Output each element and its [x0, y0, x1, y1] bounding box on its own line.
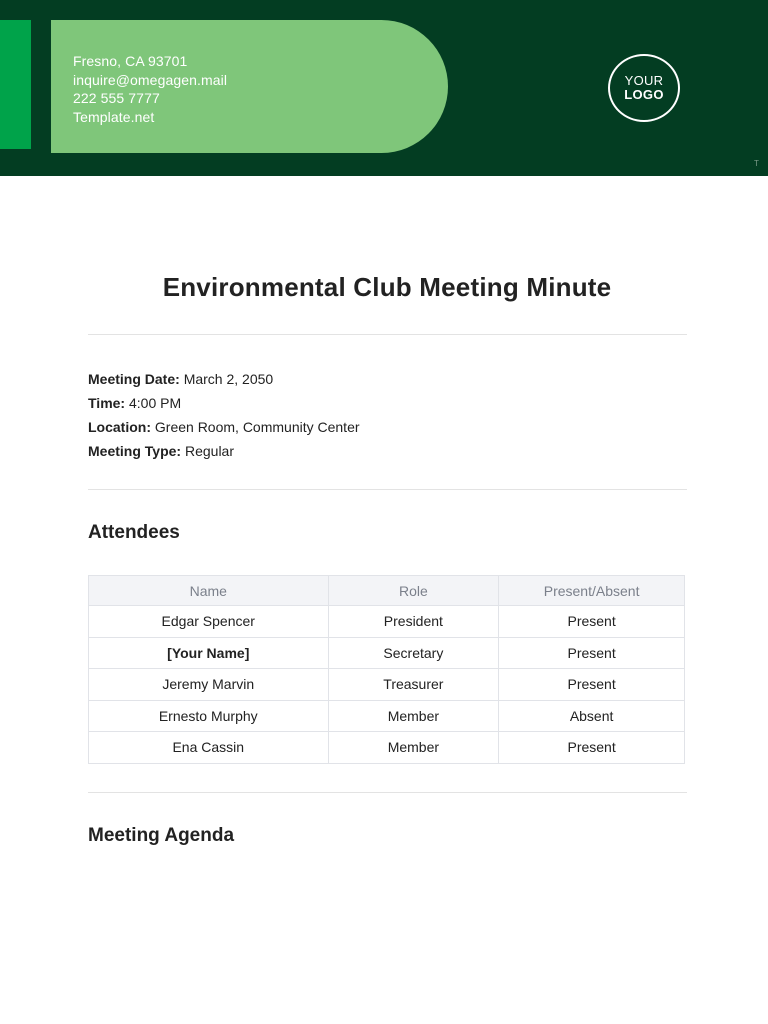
meeting-location [88, 415, 360, 439]
column-header-role: Role [328, 576, 499, 606]
attendee-name: Ena Cassin [89, 732, 329, 764]
meeting-time-label: Time: [88, 395, 126, 411]
attendee-name: Jeremy Marvin [89, 669, 329, 701]
document-title: Environmental Club Meeting Minute [162, 272, 612, 302]
column-header-name: Name [89, 576, 329, 606]
meeting-time [88, 391, 360, 415]
meeting-time-value: 4:00 PM [128, 395, 182, 411]
accent-bar [0, 20, 31, 149]
attendee-role: Member [328, 700, 499, 732]
table-row [89, 700, 685, 732]
attendee-role: President [328, 606, 499, 638]
meeting-date-label: Meeting Date: [88, 371, 180, 387]
attendee-name: [Your Name] [89, 637, 329, 669]
meeting-location-label: Location: [88, 419, 151, 435]
attendee-status: Absent [499, 700, 685, 732]
contact-website: Template.net [73, 108, 155, 125]
meeting-type-label: Meeting Type: [88, 443, 182, 459]
contact-phone: 222 555 7777 [73, 90, 160, 106]
table-header-row [89, 576, 685, 606]
attendee-role: Member [328, 732, 499, 764]
attendee-status: Present [499, 606, 685, 638]
table-row [89, 669, 685, 701]
logo-text-bottom: LOGO [624, 87, 664, 102]
contact-address: Fresno, CA 93701 [73, 53, 188, 69]
meeting-date [88, 367, 360, 391]
meeting-details [88, 367, 360, 463]
table-row [89, 637, 685, 669]
contact-block [51, 20, 448, 153]
divider [88, 334, 687, 335]
attendees-heading: Attendees [88, 522, 180, 543]
divider [88, 489, 687, 490]
meeting-type-value: Regular [184, 443, 234, 459]
logo-placeholder [608, 54, 680, 122]
attendee-role: Secretary [328, 637, 499, 669]
table-row [89, 606, 685, 638]
attendees-table [88, 575, 685, 764]
meeting-location-value: Green Room, Community Center [154, 419, 360, 435]
divider [88, 792, 687, 793]
document-header [0, 0, 768, 176]
attendee-status: Present [499, 732, 685, 764]
column-header-status: Present/Absent [499, 576, 685, 606]
attendee-role: Treasurer [328, 669, 499, 701]
logo-text-top: YOUR [624, 73, 664, 88]
meeting-date-value: March 2, 2050 [183, 371, 274, 387]
meeting-type [88, 439, 360, 463]
corner-mark: T [754, 159, 759, 168]
agenda-heading: Meeting Agenda [88, 825, 235, 846]
contact-email: inquire@omegagen.mail [73, 71, 228, 88]
attendee-name: Ernesto Murphy [89, 700, 329, 732]
attendee-status: Present [499, 669, 685, 701]
attendee-name: Edgar Spencer [89, 606, 329, 638]
attendee-status: Present [499, 637, 685, 669]
table-row [89, 732, 685, 764]
